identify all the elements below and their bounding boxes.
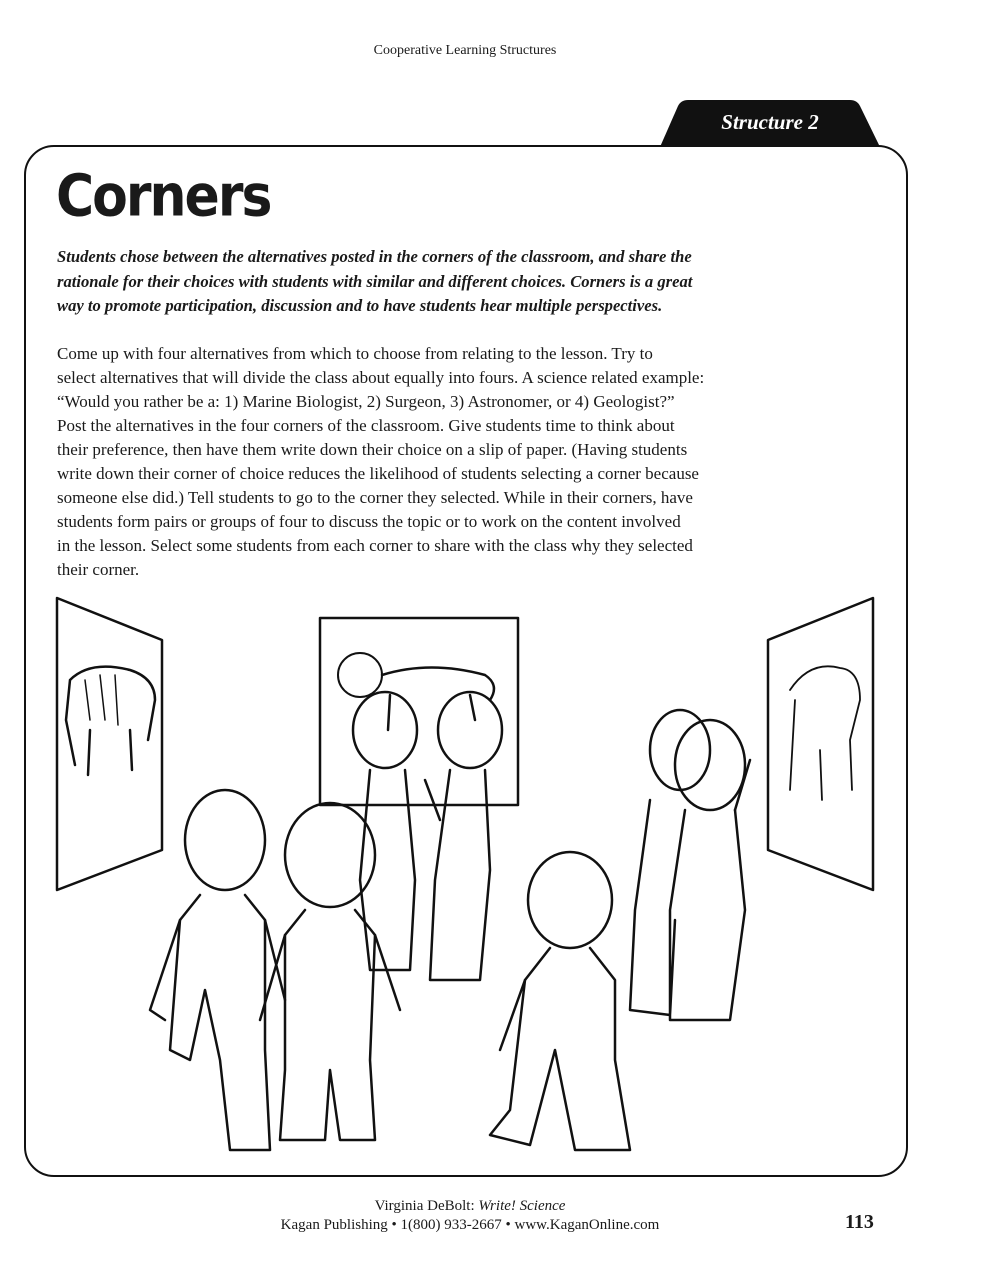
page-number: 113 bbox=[845, 1211, 874, 1233]
student-center-right bbox=[490, 852, 630, 1150]
tiger-poster bbox=[57, 598, 162, 890]
lead-paragraph bbox=[57, 245, 692, 319]
footer-book-title: Write! Science bbox=[478, 1198, 566, 1214]
body-line: their corner. bbox=[57, 560, 140, 579]
lion-poster bbox=[320, 618, 518, 805]
student-right-pair bbox=[630, 710, 750, 1020]
footer-credit bbox=[0, 1198, 940, 1215]
body-line: their preference, then have them write down their choice on a slip of paper. (Having students bbox=[57, 440, 688, 459]
lead-line: rationale for their choices with students with similar and different choices. Corners is a great bbox=[57, 271, 693, 291]
bear-poster bbox=[768, 598, 873, 890]
student-left bbox=[150, 790, 285, 1150]
page-title: Corners bbox=[56, 163, 271, 231]
running-head: Cooperative Learning Structures bbox=[373, 43, 557, 58]
footer-publisher: Kagan Publishing • 1(800) 933-2667 • www.KaganOnline.com bbox=[280, 1217, 660, 1233]
lead-line: way to promote participation, discussion and to have students hear multiple perspectives. bbox=[57, 296, 663, 315]
student-center-left bbox=[260, 803, 400, 1140]
body-line: “Would you rather be a: 1) Marine Biologist, 2) Surgeon, 3) Astronomer, or 4) Geologist?” bbox=[57, 392, 675, 411]
body-line: someone else did.) Tell students to go to the corner they selected. While in their corners, have bbox=[57, 488, 693, 507]
lead-line: Students chose between the alternatives posted in the corners of the classroom, and share the bbox=[57, 247, 692, 266]
classroom-corners-illustration bbox=[30, 590, 890, 1160]
tab-label: Structure 2 bbox=[721, 110, 819, 134]
body-line: Come up with four alternatives from which to choose from relating to the lesson. Try to bbox=[57, 344, 653, 363]
structure-tab bbox=[660, 100, 880, 147]
body-line: in the lesson. Select some students from each corner to share with the class why they selected bbox=[57, 536, 693, 555]
body-line: students form pairs or groups of four to discuss the topic or to work on the content involved bbox=[57, 512, 681, 531]
body-line: write down their corner of choice reduces the likelihood of students selecting a corner because bbox=[57, 464, 699, 483]
body-line: select alternatives that will divide the class about equally into fours. A science related example: bbox=[57, 368, 705, 387]
body-paragraph bbox=[57, 342, 704, 582]
footer-author: Virginia DeBolt: bbox=[374, 1198, 479, 1214]
body-line: Post the alternatives in the four corners of the classroom. Give students time to think about bbox=[57, 416, 675, 435]
